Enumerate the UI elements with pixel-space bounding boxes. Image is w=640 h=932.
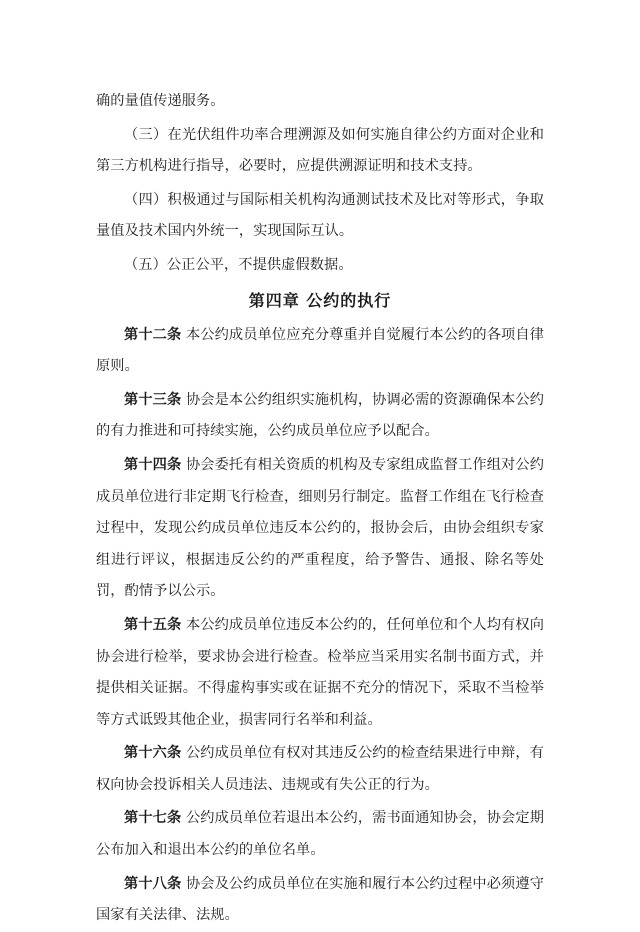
article-label: 第十五条 <box>124 616 182 633</box>
article-16 <box>96 738 544 801</box>
article-label: 第十三条 <box>124 391 182 408</box>
article-15 <box>96 610 544 736</box>
continuation-paragraph: 确的量值传递服务。 <box>96 93 225 109</box>
article-14 <box>96 450 544 608</box>
article-label: 第十七条 <box>124 810 182 827</box>
article-text: 本公约成员单位应充分尊重并自觉履行本公约的各项自律原则。 <box>96 326 544 375</box>
article-12 <box>96 320 544 383</box>
article-text: 公约成员单位有权对其违反公约的检查结果进行申辩，有权向协会投诉相关人员违法、违规或有失公正的行为。 <box>96 745 544 793</box>
article-label: 第十八条 <box>124 875 182 892</box>
article-13 <box>96 385 544 448</box>
article-text: 协会是本公约组织实施机构，协调必需的资源确保本公约的有力推进和可持续实施，公约成员单位应予以配合。 <box>96 391 544 440</box>
article-text: 公约成员单位若退出本公约，需书面通知协会，协会定期公布加入和退出本公约的单位名单。 <box>96 810 544 859</box>
article-18 <box>96 869 544 932</box>
chapter-title: 第四章 公约的执行 <box>248 290 392 310</box>
list-item-4: （四）积极通过与国际相关机构沟通测试技术及比对等形式，争取量值及技术国内外统一，实现国际互认。 <box>96 191 544 240</box>
article-text: 本公约成员单位违反本公约的，任何单位和个人均有权向协会进行检举，要求协会进行检查。检举应当采用实名制书面方式，并提供相关证据。不得虚构事实或在证据不充分的情况下，采取不当检举等方式诋毁其他企业，损害同行名举和利益。 <box>96 616 544 728</box>
list-item-3: （三）在光伏组件功率合理溯源及如何实施自律公约方面对企业和第三方机构进行指导，必要时，应提供溯源证明和技术支持。 <box>96 126 544 175</box>
article-label: 第十二条 <box>124 326 182 343</box>
article-17 <box>96 803 544 866</box>
article-label: 第十四条 <box>124 456 182 473</box>
article-label: 第十六条 <box>124 745 182 762</box>
article-text: 协会委托有相关资质的机构及专家组成监督工作组对公约成员单位进行非定期飞行检查，细则另行制定。监督工作组在飞行检查过程中，发现公约成员单位违反本公约的，报协会后，由协会组织专家组进行评议，根据违反公约的严重程度，给予警告、通报、除名等处罚，酌情予以公示。 <box>96 456 544 600</box>
list-item-5: （五）公正公平，不提供虚假数据。 <box>124 256 353 273</box>
article-text: 协会及公约成员单位在实施和履行本公约过程中必须遵守国家有关法律、法规。 <box>96 875 544 924</box>
